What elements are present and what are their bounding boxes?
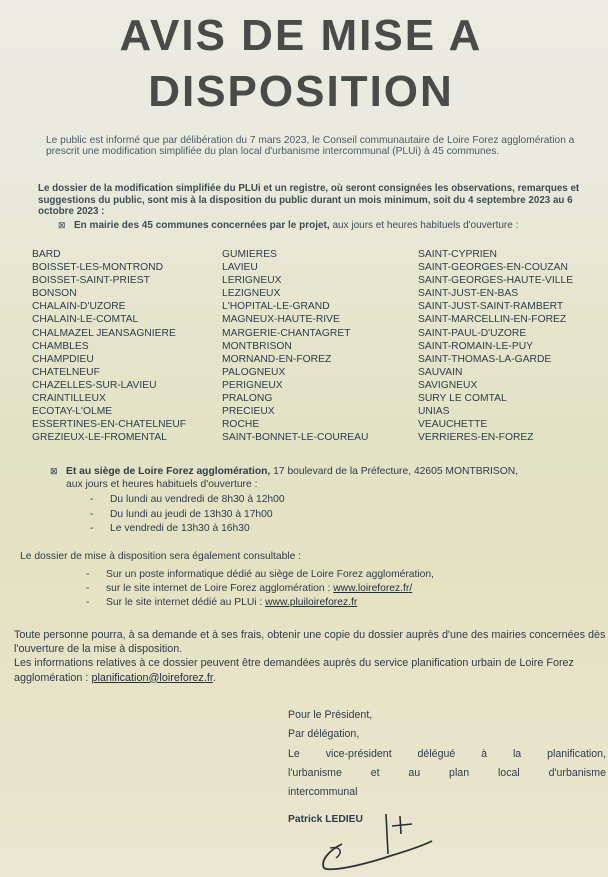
commune-item: SAUVAIN	[418, 366, 463, 378]
hours-item: - Le vendredi de 13h30 à 16h30	[90, 523, 250, 534]
consultable-heading: Le dossier de mise à disposition sera également consultable :	[20, 551, 302, 562]
commune-item: PERIGNEUX	[222, 379, 283, 391]
communes-column-3	[418, 248, 573, 444]
commune-item: CRAINTILLEUX	[32, 393, 106, 405]
signature-line: Le vice-président délégué à la planification,	[288, 747, 606, 760]
commune-item: MONTBRISON	[222, 340, 292, 352]
hours-item: - Du lundi au jeudi de 13h30 à 17h00	[90, 508, 273, 520]
commune-item: SAINT-JUST-EN-BAS	[418, 288, 519, 300]
commune-item: BONSON	[32, 288, 77, 300]
commune-item: SURY LE COMTAL	[418, 393, 507, 405]
commune-item: PRECIEUX	[222, 406, 275, 418]
commune-item: SAINT-GEORGES-HAUTE-VILLE	[418, 275, 574, 287]
commune-item: PRALONG	[222, 393, 273, 405]
commune-item: CHALMAZEL JEANSAGNIERE	[32, 327, 176, 339]
commune-item: ROCHE	[222, 419, 260, 431]
signature-block	[288, 706, 606, 802]
commune-item: CHAZELLES-SUR-LAVIEU	[32, 379, 157, 391]
title-line-1: AVIS DE MISE A	[119, 11, 483, 60]
commune-item: L'HOPITAL-LE-GRAND	[222, 301, 330, 313]
handwritten-signature-icon	[300, 808, 440, 876]
signer-name: Patrick LEDIEU	[288, 814, 363, 825]
mairie-bullet	[58, 219, 588, 232]
mairie-bold: En mairie des 45 communes concernées par le projet,	[74, 220, 330, 231]
commune-item: BOISSET-SAINT-PRIEST	[32, 275, 150, 287]
commune-item: LAVIEU	[222, 262, 258, 274]
commune-item: SAINT-GEORGES-EN-COUZAN	[418, 262, 568, 274]
title-line-2: DISPOSITION	[148, 67, 454, 116]
intro-paragraph: Le public est informé que par délibération du 7 mars 2023, le Conseil communautaire de Loire Forez agglomération a prescrit une modification simplifiée du plan local d'urbanisme intercommunal (PLUi) à 45 communes.	[46, 135, 575, 158]
commune-item: UNIAS	[418, 406, 450, 418]
communes-column-1	[32, 248, 186, 444]
notice-bold-paragraph: Le dossier de la modification simplifiée du PLUi et un registre, où seront consignées les observations, remarques et suggestions du public, sont mis à la disposition du public durant un mois minimum, soit du 4 septembre 2023 au 6 octobre 2023 :	[38, 183, 580, 218]
commune-item: SAINT-ROMAIN-LE-PUY	[418, 340, 533, 352]
commune-item: VERRIERES-EN-FOREZ	[418, 432, 534, 444]
commune-item: PALOGNEUX	[222, 366, 286, 378]
commune-item: CHATELNEUF	[32, 366, 100, 378]
consultable-item: - sur le site internet de Loire Forez agglomération : www.loireforez.fr/	[86, 583, 413, 595]
commune-item: CHAMPDIEU	[32, 353, 94, 365]
siege-address: 17 boulevard de la Préfecture, 42605 MONTBRISON,	[270, 466, 519, 477]
commune-item: LERIGNEUX	[222, 275, 282, 287]
opening-hours-list	[90, 493, 285, 537]
closing-paragraphs	[14, 628, 608, 685]
communes-column-2	[222, 248, 368, 444]
checkbox-marker-icon: ⊠	[58, 220, 66, 230]
commune-item: CHALAIN-LE-COMTAL	[32, 314, 139, 326]
commune-item: ECOTAY-L'OLME	[32, 406, 113, 418]
commune-item: SAVIGNEUX	[418, 379, 478, 391]
commune-item: SAINT-THOMAS-LA-GARDE	[418, 353, 552, 365]
commune-item: MARGERIE-CHANTAGRET	[222, 327, 351, 339]
plui-link[interactable]: www.pluiloireforez.fr	[265, 597, 358, 609]
signature-line: intercommunal	[288, 786, 358, 799]
commune-item: SAINT-MARCELLIN-EN-FOREZ	[418, 314, 567, 326]
signature-line: Par délégation,	[288, 728, 360, 741]
commune-item: CHALAIN-D'UZORE	[32, 301, 126, 313]
email-link[interactable]: planification@loireforez.fr	[91, 671, 213, 684]
consultable-item: - Sur le site internet dédié au PLUi : www.pluiloireforez.fr	[86, 597, 358, 609]
commune-item: SAINT-BONNET-LE-COUREAU	[222, 432, 369, 444]
signature-line: l'urbanisme et au plan local d'urbanisme	[288, 766, 606, 779]
siege-hours-intro: aux jours et heures habituels d'ouverture :	[66, 478, 258, 490]
commune-item: BOISSET-LES-MONTROND	[32, 262, 164, 274]
consultable-item: - Sur un poste informatique dédié au siège de Loire Forez agglomération,	[86, 569, 434, 580]
mairie-rest: aux jours et heures habituels d'ouverture :	[329, 220, 519, 231]
commune-item: MAGNEUX-HAUTE-RIVE	[222, 314, 340, 326]
loireforez-link[interactable]: www.loireforez.fr/	[333, 583, 413, 595]
commune-item: SAINT-PAUL-D'UZORE	[418, 327, 527, 339]
commune-item: SAINT-JUST-SAINT-RAMBERT	[418, 301, 564, 313]
siege-bullet	[50, 465, 595, 492]
commune-item: GUMIERES	[222, 249, 277, 260]
hours-item: - Du lundi au vendredi de 8h30 à 12h00	[90, 494, 285, 505]
info-paragraph: Les informations relatives à ce dossier peuvent être demandées auprès du service planification urbain de Loire Forez agglomération : planification@loireforez.fr.	[14, 657, 574, 684]
commune-item: BARD	[32, 249, 61, 260]
siege-bold: Et au siège de Loire Forez agglomération,	[66, 466, 271, 477]
signature-line: Pour le Président,	[288, 709, 373, 721]
checkbox-marker-icon: ⊠	[50, 466, 58, 476]
commune-item: ESSERTINES-EN-CHATELNEUF	[32, 419, 187, 431]
consultable-list	[86, 568, 434, 611]
commune-item: LEZIGNEUX	[222, 288, 281, 300]
commune-item: GREZIEUX-LE-FROMENTAL	[32, 432, 167, 444]
commune-item: MORNAND-EN-FOREZ	[222, 353, 332, 365]
commune-item: CHAMBLES	[32, 340, 89, 352]
commune-item: VEAUCHETTE	[418, 419, 488, 431]
commune-item: SAINT-CYPRIEN	[418, 249, 497, 260]
copy-paragraph: Toute personne pourra, à sa demande et à ses frais, obtenir une copie du dossier auprès d'une des mairies concernées dès l'ouverture de la mise à disposition.	[14, 629, 606, 656]
